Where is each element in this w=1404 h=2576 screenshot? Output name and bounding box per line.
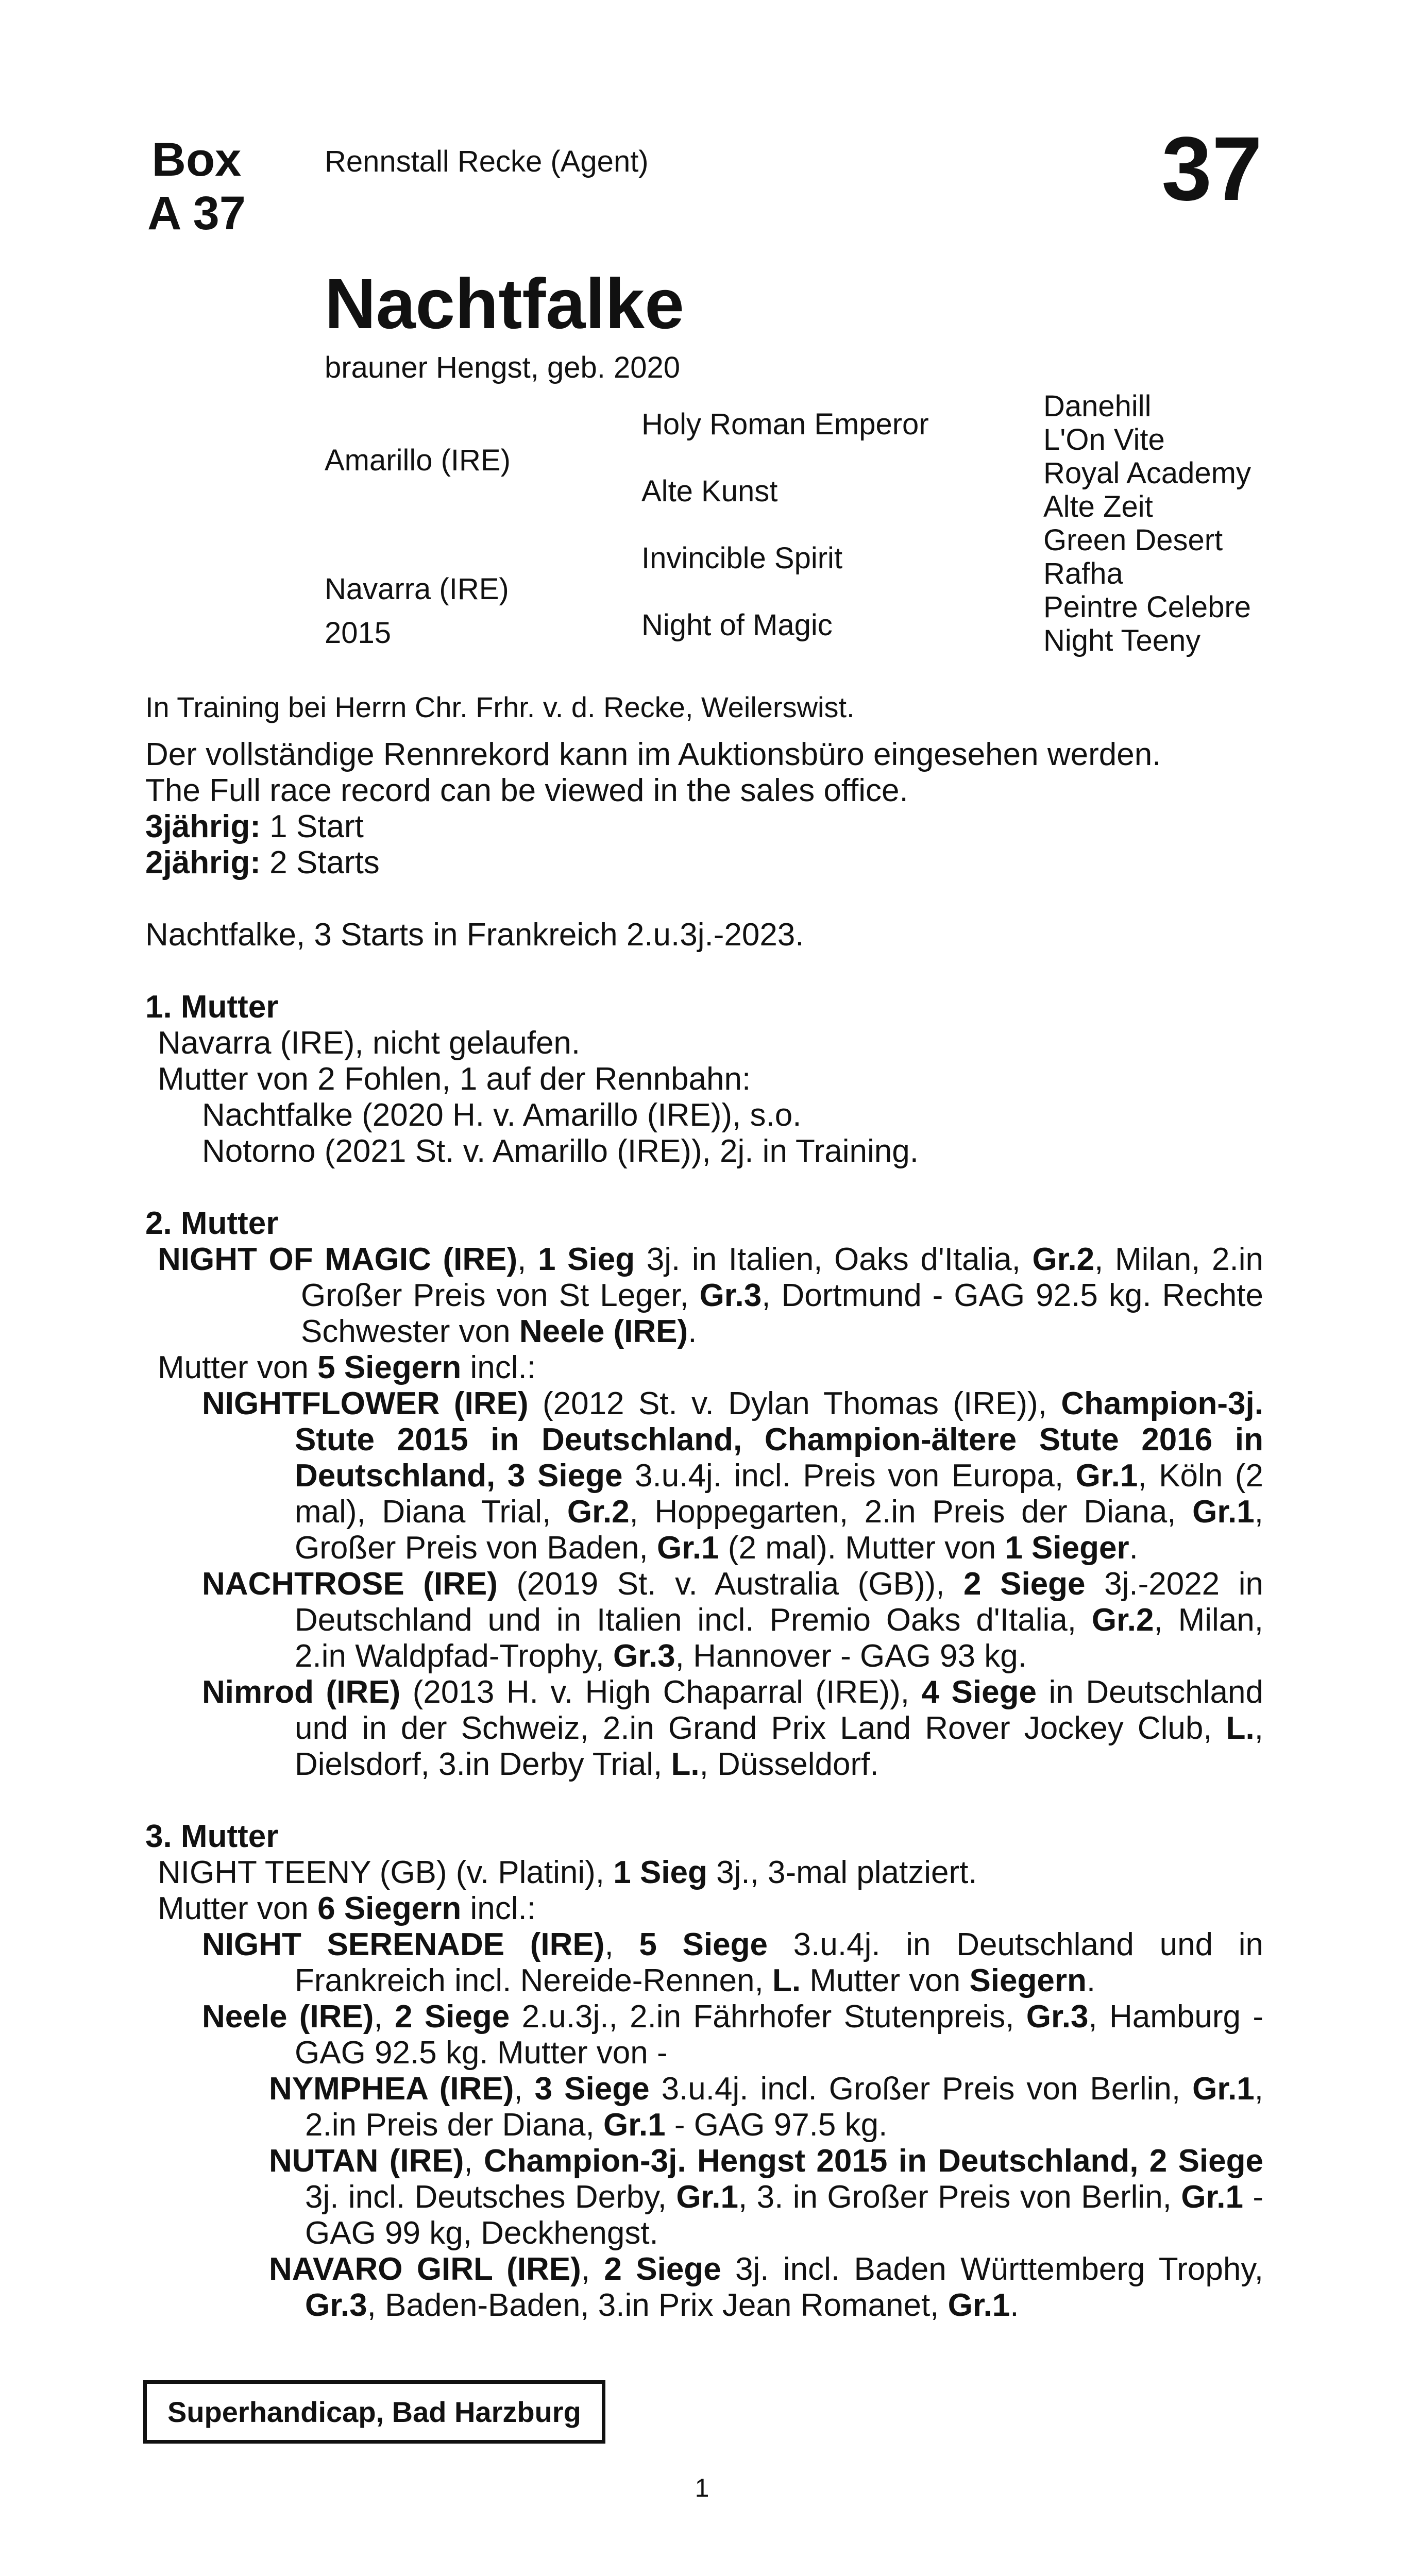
- nom-t5: .: [688, 1314, 697, 1349]
- mutter2-mother-of: [145, 1350, 1263, 1386]
- nv-b1: 2 Siege: [604, 2251, 721, 2287]
- starts-2yo-value: 2 Starts: [260, 845, 380, 880]
- mutter2-nightflower: [145, 1386, 1263, 1566]
- pedigree-g2: L'On Vite: [1043, 423, 1165, 456]
- nr-b1: 2 Siege: [963, 1566, 1086, 1602]
- starts-2yo-label: 2jährig:: [145, 845, 261, 880]
- nv-b2: Gr.3: [305, 2287, 367, 2323]
- pedigree-g1: Danehill: [1043, 389, 1152, 423]
- ny-name: NYMPHEA (IRE): [269, 2071, 514, 2107]
- box-line-2: A 37: [147, 187, 246, 240]
- mutter3-nymphea: [145, 2071, 1263, 2143]
- ni-t2: in Deutschland und in der Schweiz, 2.in Grand Prix Land Rover Jockey Club,: [295, 1674, 1264, 1746]
- nr-b2: Gr.2: [1091, 1602, 1154, 1638]
- nv-name: NAVARO GIRL (IRE): [269, 2251, 581, 2287]
- starts-3yo: [145, 809, 1263, 845]
- nom-name: NIGHT OF MAGIC (IRE): [158, 1242, 518, 1277]
- nom-b4: Neele (IRE): [519, 1314, 688, 1349]
- pedigree-sire-sire: Holy Roman Emperor: [641, 408, 929, 441]
- mutter3-mother-of: [145, 1891, 1263, 1927]
- mutter1-heading: 1. Mutter: [145, 989, 279, 1025]
- ni-t3: , Dielsdorf, 3.in Derby Trial,: [295, 1710, 1263, 1782]
- horse-description: brauner Hengst, geb. 2020: [325, 351, 681, 384]
- mutter2-heading: 2. Mutter: [145, 1206, 279, 1241]
- ns-t4: .: [1086, 1963, 1096, 1998]
- ne-t2: 2.u.3j., 2.in Fährhofer Stutenpreis,: [510, 1999, 1026, 2035]
- sale-box: Superhandicap, Bad Harzburg: [143, 2380, 605, 2444]
- pedigree-dam: Navarra (IRE): [325, 572, 509, 606]
- ns-t3: Mutter von: [801, 1963, 970, 1998]
- mutter2-night-of-magic: [145, 1242, 1263, 1350]
- nu-b3: Gr.1: [1181, 2179, 1243, 2215]
- nv-t4: .: [1010, 2287, 1019, 2323]
- pedigree-g7: Peintre Celebre: [1043, 590, 1251, 624]
- pedigree-g8: Night Teeny: [1043, 624, 1201, 657]
- mutter3-neele: [145, 1999, 1263, 2071]
- mutter3-night-teeny: [145, 1855, 1263, 1891]
- mutter1-line1: Navarra (IRE), nicht gelaufen.: [158, 1025, 581, 1061]
- nv-t2: 3j. incl. Baden Württemberg Trophy,: [721, 2251, 1263, 2287]
- nr-t2: 3j.-2022 in Deutschland und in Italien incl. Premio Oaks d'Italia,: [295, 1566, 1264, 1638]
- record-note-en: The Full race record can be viewed in the sales office.: [145, 773, 908, 808]
- box-label: [147, 133, 246, 240]
- box-line-1: Box: [151, 133, 242, 186]
- nr-b3: Gr.3: [613, 1638, 675, 1674]
- pedigree-dam-year: 2015: [325, 616, 392, 650]
- ns-t1: ,: [604, 1927, 639, 1962]
- m2-mv-t2: incl.:: [461, 1350, 536, 1385]
- nf-t4: , Hoppegarten, 2.in Preis der Diana,: [629, 1494, 1193, 1530]
- pedigree-dam-dam: Night of Magic: [641, 608, 833, 642]
- pedigree-g6: Rafha: [1043, 557, 1123, 590]
- starts-3yo-value: 1 Start: [260, 809, 364, 844]
- ny-b2: Gr.1: [1192, 2071, 1255, 2107]
- ns-b2: L.: [772, 1963, 801, 1998]
- ns-b1: 5 Siege: [639, 1927, 768, 1962]
- nom-b2: Gr.2: [1032, 1242, 1095, 1277]
- nf-b4: Gr.1: [1192, 1494, 1255, 1530]
- nt-t1: NIGHT TEENY (GB) (v. Platini),: [158, 1855, 614, 1890]
- nom-t1: ,: [517, 1242, 538, 1277]
- pedigree-g5: Green Desert: [1043, 523, 1223, 557]
- nom-t4: , Dortmund - GAG 92.5 kg. Rechte Schwester von: [301, 1278, 1263, 1349]
- nf-t5: , Großer Preis von Baden,: [295, 1494, 1263, 1566]
- nv-b3: Gr.1: [948, 2287, 1010, 2323]
- ne-b2: Gr.3: [1026, 1999, 1089, 2035]
- nr-t4: , Hannover - GAG 93 kg.: [675, 1638, 1027, 1674]
- nf-b5: Gr.1: [656, 1530, 719, 1566]
- ny-b1: 3 Siege: [534, 2071, 650, 2107]
- nu-t4: - GAG 99 kg, Deckhengst.: [305, 2179, 1264, 2251]
- nu-t3: , 3. in Großer Preis von Berlin,: [738, 2179, 1181, 2215]
- pedigree-sire-dam: Alte Kunst: [641, 474, 778, 508]
- pedigree-sire: Amarillo (IRE): [325, 444, 511, 477]
- mutter3-heading: 3. Mutter: [145, 1819, 279, 1854]
- horse-name: Nachtfalke: [325, 264, 684, 344]
- training-note: In Training bei Herrn Chr. Frhr. v. d. Recke, Weilerswist.: [145, 691, 855, 723]
- ne-t3: , Hamburg - GAG 92.5 kg. Mutter von -: [295, 1999, 1263, 2071]
- ny-t2: 3.u.4j. incl. Großer Preis von Berlin,: [649, 2071, 1193, 2107]
- ny-t3: , 2.in Preis der Diana,: [305, 2071, 1264, 2143]
- race-record-block: [145, 737, 1263, 2324]
- mutter2-nimrod: [145, 1674, 1263, 1783]
- ni-t1: (2013 H. v. High Chaparral (IRE)),: [400, 1674, 922, 1710]
- ns-b3: Siegern: [969, 1963, 1087, 1998]
- nt-b1: 1 Sieg: [613, 1855, 707, 1890]
- nf-b2: Gr.1: [1075, 1458, 1138, 1494]
- nf-name: NIGHTFLOWER (IRE): [202, 1386, 529, 1421]
- m3-mv-t2: incl.:: [461, 1891, 536, 1926]
- ni-b3: L.: [671, 1747, 700, 1782]
- record-note-de: Der vollständige Rennrekord kann im Auktionsbüro eingesehen werden.: [145, 737, 1161, 772]
- nf-b1: Champion-3j. Stute 2015 in Deutschland, Champion-ältere Stute 2016 in Deutschland, 3 Siege: [295, 1386, 1263, 1494]
- mutter3-nutan: [145, 2143, 1263, 2251]
- mutter1-line4: Notorno (2021 St. v. Amarillo (IRE)), 2j. in Training.: [202, 1133, 919, 1169]
- race-summary: Nachtfalke, 3 Starts in Frankreich 2.u.3j.-2023.: [145, 917, 804, 953]
- m2-mv-t1: Mutter von: [158, 1350, 318, 1385]
- nu-t2: 3j. incl. Deutsches Derby,: [305, 2179, 676, 2215]
- ns-name: NIGHT SERENADE (IRE): [202, 1927, 605, 1962]
- nf-t2: 3.u.4j. incl. Preis von Europa,: [622, 1458, 1076, 1494]
- nu-t1: ,: [464, 2143, 484, 2179]
- mutter1-line3: Nachtfalke (2020 H. v. Amarillo (IRE)), s.o.: [202, 1097, 802, 1133]
- stable-name: Rennstall Recke (Agent): [325, 145, 649, 178]
- mutter1-line2: Mutter von 2 Fohlen, 1 auf der Rennbahn:: [158, 1061, 751, 1097]
- nv-t3: , Baden-Baden, 3.in Prix Jean Romanet,: [367, 2287, 948, 2323]
- lot-number: 37: [1161, 118, 1262, 219]
- nf-t3: , Köln (2 mal), Diana Trial,: [295, 1458, 1263, 1530]
- mutter3-navaro-girl: [145, 2251, 1263, 2324]
- page-number: 1: [695, 2473, 709, 2502]
- mutter2-nachtrose: [145, 1566, 1263, 1674]
- nr-t3: , Milan, 2.in Waldpfad-Trophy,: [295, 1602, 1263, 1674]
- ne-b1: 2 Siege: [395, 1999, 510, 2035]
- ne-t1: ,: [374, 1999, 395, 2035]
- pedigree-g4: Alte Zeit: [1043, 490, 1153, 523]
- nf-b3: Gr.2: [567, 1494, 630, 1530]
- starts-3yo-label: 3jährig:: [145, 809, 261, 844]
- nu-b1: Champion-3j. Hengst 2015 in Deutschland, 2 Siege: [483, 2143, 1263, 2179]
- ni-b2: L.: [1226, 1710, 1255, 1746]
- nv-t1: ,: [581, 2251, 604, 2287]
- nom-t2: 3j. in Italien, Oaks d'Italia,: [635, 1242, 1033, 1277]
- ny-b3: Gr.1: [603, 2107, 666, 2143]
- nu-b2: Gr.1: [676, 2179, 738, 2215]
- m3-mv-b1: 6 Siegern: [317, 1891, 462, 1926]
- ni-t4: , Düsseldorf.: [699, 1747, 879, 1782]
- nf-t1: (2012 St. v. Dylan Thomas (IRE)),: [528, 1386, 1061, 1421]
- ni-name: Nimrod (IRE): [202, 1674, 401, 1710]
- ny-t1: ,: [514, 2071, 535, 2107]
- m3-mv-t1: Mutter von: [158, 1891, 318, 1926]
- nu-name: NUTAN (IRE): [269, 2143, 464, 2179]
- ns-t2: 3.u.4j. in Deutschland und in Frankreich incl. Nereide-Rennen,: [295, 1927, 1264, 1998]
- starts-2yo: [145, 845, 1263, 881]
- ni-b1: 4 Siege: [921, 1674, 1037, 1710]
- nom-b1: 1 Sieg: [538, 1242, 635, 1277]
- nf-t7: .: [1129, 1530, 1138, 1566]
- nt-t2: 3j., 3-mal platziert.: [707, 1855, 977, 1890]
- nom-b3: Gr.3: [699, 1278, 762, 1313]
- mutter3-night-serenade: [145, 1927, 1263, 1999]
- ne-name: Neele (IRE): [202, 1999, 374, 2035]
- nom-t3: , Milan, 2.in Großer Preis von St Leger,: [301, 1242, 1263, 1313]
- nr-name: NACHTROSE (IRE): [202, 1566, 498, 1602]
- pedigree-g3: Royal Academy: [1043, 456, 1251, 490]
- ny-t4: - GAG 97.5 kg.: [665, 2107, 888, 2143]
- nf-t6: (2 mal). Mutter von: [719, 1530, 1005, 1566]
- pedigree-dam-sire: Invincible Spirit: [641, 541, 843, 575]
- nr-t1: (2019 St. v. Australia (GB)),: [497, 1566, 964, 1602]
- nf-b6: 1 Sieger: [1005, 1530, 1129, 1566]
- m2-mv-b1: 5 Siegern: [317, 1350, 462, 1385]
